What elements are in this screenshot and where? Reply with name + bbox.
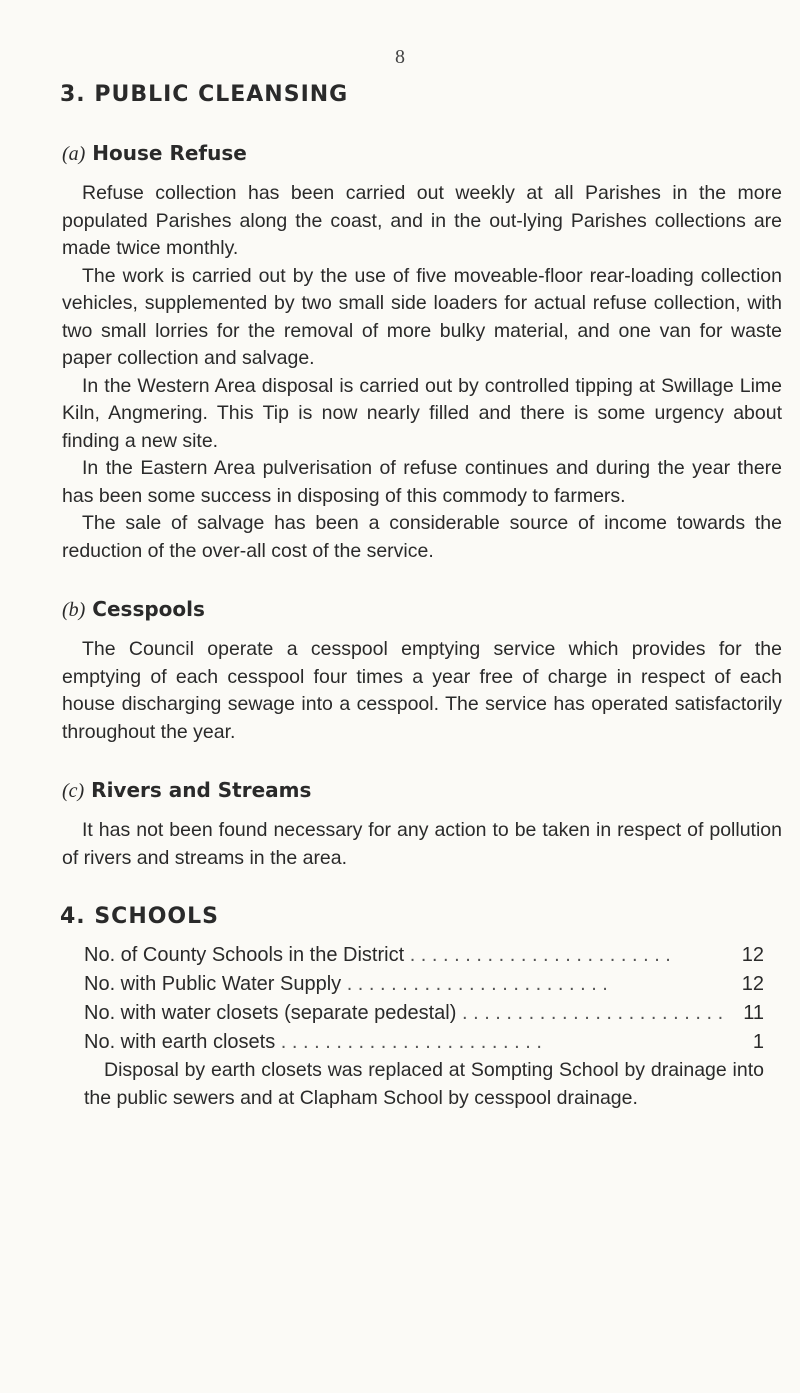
- paragraph: In the Eastern Area pulverisation of refuse continues and during the year there has been some success in disposing of this commody to farmers.: [62, 457, 782, 507]
- subsection-title: Rivers and Streams: [91, 778, 312, 802]
- subsection-letter: (b): [62, 599, 86, 621]
- subsection-heading: [62, 597, 782, 622]
- paragraph: The work is carried out by the use of five moveable-floor rear-loading collection vehicles, supplemented by two small side loaders for actual refuse collection, with two small lorries for the removal of more bulky material, and one van for waste paper collection and salvage.: [62, 264, 782, 369]
- section-heading-public-cleansing: 3. PUBLIC CLEANSING: [60, 82, 349, 107]
- subsection-letter: (c): [62, 780, 85, 802]
- paragraph: It has not been found necessary for any action to be taken in respect of pollution of rivers and streams in the area.: [62, 819, 782, 869]
- page-number: 8: [395, 46, 405, 68]
- row-label: No. with earth closets . . .: [84, 1028, 724, 1057]
- subsection-heading: [62, 778, 782, 803]
- table-row: [84, 970, 764, 999]
- row-value: 1: [752, 1031, 764, 1053]
- row-value: 11: [743, 1002, 764, 1024]
- subsection-letter: (a): [62, 143, 86, 165]
- subsection-title: Cesspools: [92, 597, 205, 621]
- schools-table: [84, 941, 764, 1112]
- paragraph: In the Western Area disposal is carried out by controlled tipping at Swillage Lime Kiln, Angmering. This Tip is now nearly filled and there is some urgency about finding a new site.: [62, 374, 782, 452]
- table-row: [84, 1028, 764, 1057]
- subsection-heading: [62, 141, 782, 166]
- closing-paragraph: Disposal by earth closets was replaced at Sompting School by drainage into the public sewers and at Clapham School by cesspool drainage.: [84, 1059, 764, 1109]
- row-value: 12: [741, 944, 764, 966]
- paragraph: Refuse collection has been carried out weekly at all Parishes in the more populated Parishes along the coast, and in the out-lying Parishes collections are made twice monthly.: [62, 182, 782, 259]
- subsection-house-refuse: [62, 141, 782, 565]
- section-heading-schools: 4. SCHOOLS: [60, 904, 219, 929]
- row-value: 12: [741, 973, 764, 995]
- subsection-rivers-and-streams: [62, 778, 782, 872]
- paragraph: The Council operate a cesspool emptying service which provides for the emptying of each cesspool four times a year free of charge in respect of each house discharging sewage into a cesspool. The service has operated satisfactorily throughout the year.: [62, 638, 782, 743]
- row-label: No. of County Schools in the District . . .: [84, 941, 724, 970]
- table-row: [84, 999, 764, 1028]
- paragraph: The sale of salvage has been a considerable source of income towards the reduction of the over-all cost of the service.: [62, 512, 782, 562]
- row-label: No. with Public Water Supply . . .: [84, 970, 724, 999]
- page-content: [62, 82, 782, 1112]
- row-label: No. with water closets (separate pedestal) . . .: [84, 999, 724, 1028]
- table-row: [84, 941, 764, 970]
- subsection-cesspools: [62, 597, 782, 746]
- subsection-title: House Refuse: [92, 141, 247, 165]
